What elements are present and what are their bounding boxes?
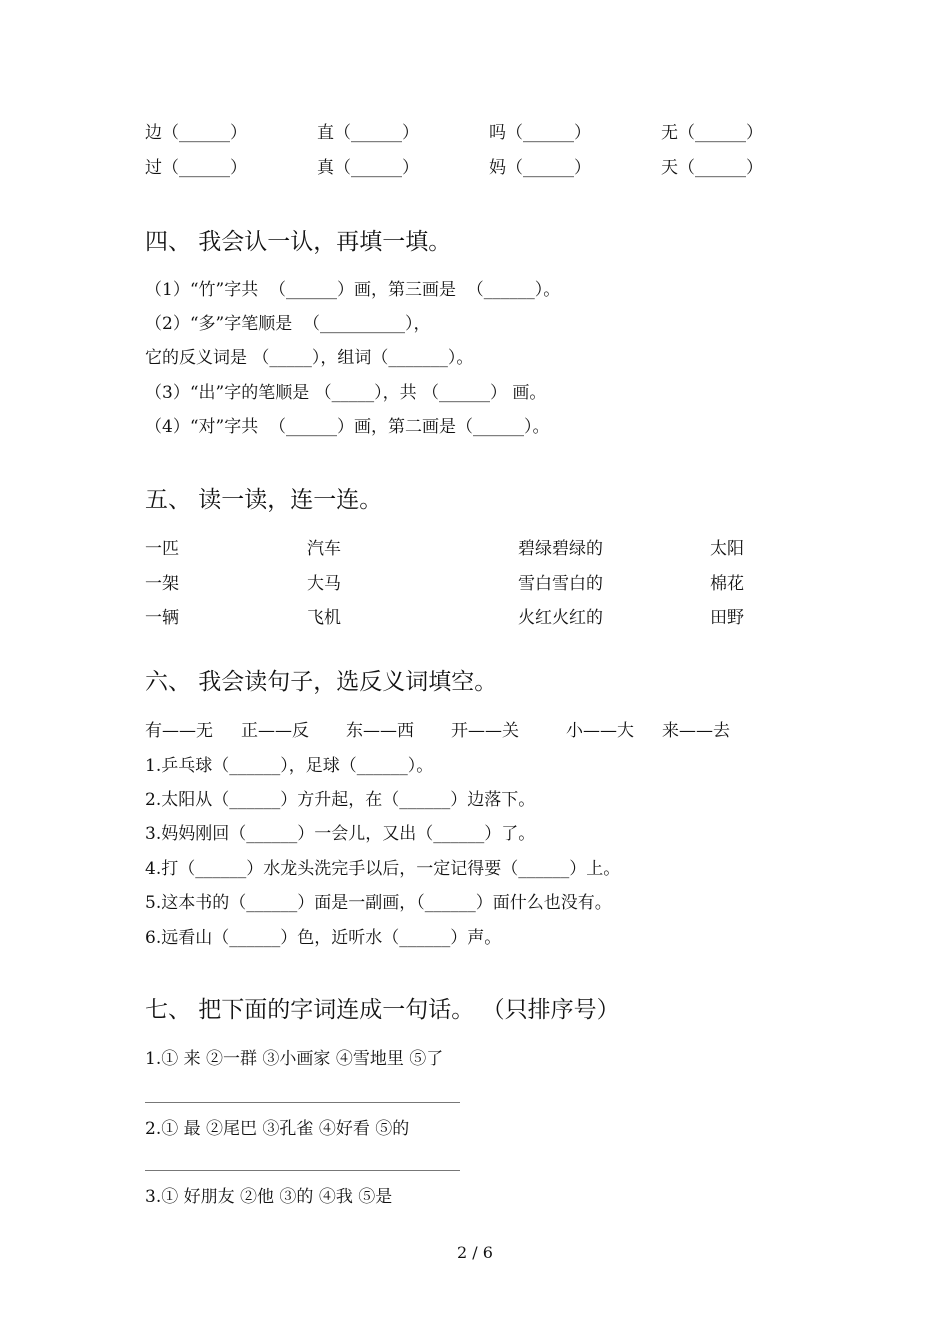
s6-word-1: 有——无	[145, 721, 213, 741]
pair-r1c2: 直（______）	[317, 123, 419, 143]
s5-c2-r1: 汽车	[307, 539, 341, 559]
s6-word-6: 来——去	[662, 721, 730, 741]
s6-word-5: 小——大	[566, 721, 634, 741]
s6-item-1: 1.乒乓球（______），足球（______）。	[145, 756, 434, 776]
answer-line-2[interactable]	[145, 1170, 460, 1171]
s6-word-3: 东——西	[346, 721, 414, 741]
s5-c4-r1: 太阳	[710, 539, 744, 559]
page-number: 2 / 6	[457, 1243, 493, 1262]
s7-item-1: 1.① 来 ②一群 ③小画家 ④雪地里 ⑤了	[145, 1049, 444, 1069]
s7-item-3: 3.① 好朋友 ②他 ③的 ④我 ⑤是	[145, 1187, 393, 1207]
s5-c2-r3: 飞机	[307, 608, 341, 628]
s6-word-4: 开——关	[451, 721, 519, 741]
s7-item-2: 2.① 最 ②尾巴 ③孔雀 ④好看 ⑤的	[145, 1119, 410, 1139]
pair-r1c3: 吗（______）	[489, 123, 591, 143]
section5-title: 五、 读一读，连一连。	[145, 487, 383, 513]
s4-line2: （2）“多”字笔顺是 （__________），	[145, 314, 431, 334]
s5-c1-r2: 一架	[145, 574, 179, 594]
s6-item-4: 4.打（______）水龙头洗完手以后，一定记得要（______）上。	[145, 859, 621, 879]
s5-c3-r1: 碧绿碧绿的	[518, 539, 603, 559]
s4-line5: （4）“对”字共 （______）画，第二画是（______）。	[145, 417, 550, 437]
pair-r1c4: 无（______）	[661, 123, 763, 143]
s4-line1: （1）“竹”字共 （______）画，第三画是 （______）。	[145, 280, 561, 300]
section7-title: 七、 把下面的字词连成一句话。 （只排序号）	[145, 997, 620, 1023]
s5-c2-r2: 大马	[307, 574, 341, 594]
s5-c1-r1: 一匹	[145, 539, 179, 559]
s5-c1-r3: 一辆	[145, 608, 179, 628]
s5-c3-r2: 雪白雪白的	[518, 574, 603, 594]
pair-r2c2: 真（______）	[317, 158, 419, 178]
section6-title: 六、 我会读句子，选反义词填空。	[145, 669, 498, 695]
s6-item-3: 3.妈妈刚回（______）一会儿，又出（______）了。	[145, 824, 536, 844]
s5-c4-r3: 田野	[710, 608, 744, 628]
s6-item-2: 2.太阳从（______）方升起，在（______）边落下。	[145, 790, 536, 810]
section4-title: 四、 我会认一认，再填一填。	[145, 229, 452, 255]
pair-r2c1: 过（______）	[145, 158, 247, 178]
s6-item-6: 6.远看山（______）色，近听水（______）声。	[145, 928, 502, 948]
pair-r2c4: 天（______）	[661, 158, 763, 178]
s6-word-2: 正——反	[241, 721, 309, 741]
answer-line-1[interactable]	[145, 1102, 460, 1103]
s6-item-5: 5.这本书的（______）面是一副画，（______）面什么也没有。	[145, 893, 612, 913]
pair-r1c1: 边（______）	[145, 123, 247, 143]
s4-line4: （3）“出”字的笔顺是 （_____），共 （______） 画。	[145, 383, 547, 403]
s5-c4-r2: 棉花	[710, 574, 744, 594]
s4-line3: 它的反义词是 （_____），组词（_______）。	[145, 348, 474, 368]
pair-r2c3: 妈（______）	[489, 158, 591, 178]
s5-c3-r3: 火红火红的	[518, 608, 603, 628]
